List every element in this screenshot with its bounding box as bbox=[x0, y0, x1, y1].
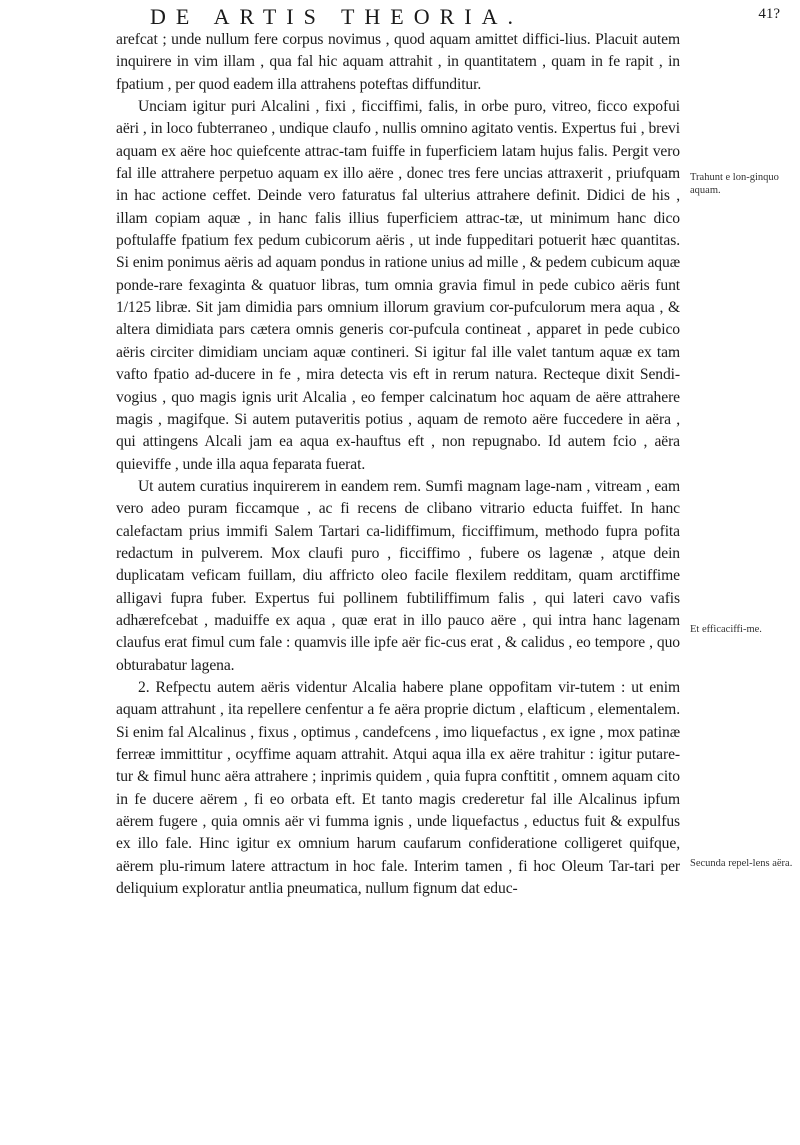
margin-note-secunda: Secunda repel-lens aëra. bbox=[690, 858, 793, 869]
paragraph-ut-autem: Ut autem curatius inquirerem in eandem rem. Sumfi magnam lage-nam , vitream , eam vero adeo puram ficcamque , ac fi recens de clibano vitrario educta fuiffet. In hanc calefactam prius immifi Salem Tartari ca-lidiffimum, ficciffimum, methodo fupra pofita redactum in pulverem. Mox claufi puro , ficciffimo , fubere os lagenæ , atque dein duplicatam veficam fuillam, diu affricto oleo facile flexilem redditam, quam arctiffime alligavi fupra fuber. Expertus fui pollinem fubtiliffimum falis , qui lateri cavo vafis adhærefcebat , maduiffe ex aqua , quæ erat in illo pauco aëre , qui intra hanc lagenam claufus erat fimul cum fale : quamvis ille ipfe aër fic-cus erat , & calidus , eo tempore , quo obturabatur lagena. bbox=[116, 477, 680, 674]
body-text bbox=[116, 29, 680, 900]
paragraph-2-respectu: 2. Refpectu autem aëris videntur Alcalia habere plane oppofitam vir-tutem : ut enim aquam attrahunt , ita repellere cenfentur a fe aëra proprie dictum , elafticum , elementalem. Si enim fal Alcalinus , fixus , optimus , candefcens , imo liquefactus , ex igne , mox patinæ ferreæ immittitur , ocyffime aquam attrahit. Atqui aqua illa ex aëre trahitur : igitur putare-tur & fimul hunc aëra attrahere ; inprimis quidem , quia fupra conftitit , omnem aquam cito in fe ducere aërem , fi eo orbata eft. Et tanto magis crederetur fal ille Alcalinus ipfum aërem fugere , quia omnis aër vi fumma ignis , unde liquefactus , eductus fuit & expulfus ex illo fale. Hinc igitur ex omnium harum caufarum confideratione colligeret quifque, aërem plu-rimum latere attractum in hoc fale. Interim tamen , fi hoc Oleum Tar-tari per deliquium exploratur antlia pneumatica, nullum fignum dat educ- bbox=[116, 678, 680, 898]
paragraph-continuation: arefcat ; unde nullum fere corpus novimus , quod aquam amittet diffici-lius. Placuit autem inquirere in vim illam , qua fal hic aquam attrahit , in quantitatem , quam in fe rapit , in fpatium , per quod eadem illa attrahens poteftas diffunditur. bbox=[116, 31, 680, 93]
paragraph-unciam: Unciam igitur puri Alcalini , fixi , ficciffimi, falis, in orbe puro, vitreo, ficco expofui aëri , in loco fubterraneo , undique claufo , nullis omnino agitato ventis. Expertus fui , brevi aquam ex aëre hoc quiefcente attrac-tam fuiffe in fuperficiem latam hujus falis. Pergit vero fal ille attrahere perpetuo aquam ex illo aëre , donec tres fere uncias attraxerit , priufquam in hac actione ceffet. Deinde vero faturatus fal ulterius attrahere definit. Didici de his , illam copiam aquæ , in hanc falis illius fuperficiem attrac-tæ, ut minimum hanc dico poftulaffe fpatium fex pedum cubicorum aëris , ut inde fuppeditari potuerit hæc quantitas. Si enim ponimus aëris ad aquam pondus in ratione unius ad mille , & pedem cubicum aquæ ponde-rare fexaginta & quatuor libras, tum omnia gravia fimul in pede cubico aëris funt 1/125 libræ. Sit jam dimidia pars omnium illorum gravium cor-pufculorum mera aqua , & altera dimidiata pars cætera omnis generis cor-pufcula contineat , apparet in pede cubico aëris circiter dimidiam unciam aquæ contineri. Si igitur fal ille valet tantum aquæ ex tam vafto fpatio ad-ducere in fe , mira detecta vis eft in rerum natura. Recteque dixit Sendi-vogius , quo magis ignis urit Alcalia , eo femper calcinatum hoc aquam de aëre attrahere magis , magifque. Si autem putaveritis potius , aquam de remoto aëre fuccedere in aëra , qui attingens Alcali jam ea aqua ex-hauftus eft , non repugnabo. Id autem fcio , aëra quieviffe , unde illa aqua feparata fuerat. bbox=[116, 98, 680, 473]
running-title: DE ARTIS THEORIA. bbox=[150, 4, 523, 29]
margin-note-trahunt: Trahunt e lon-ginquo aquam. bbox=[690, 172, 779, 196]
running-head bbox=[150, 4, 780, 29]
page-number: 41? bbox=[758, 6, 780, 22]
margin-note-efficacissime: Et efficaciffi-me. bbox=[690, 624, 762, 635]
